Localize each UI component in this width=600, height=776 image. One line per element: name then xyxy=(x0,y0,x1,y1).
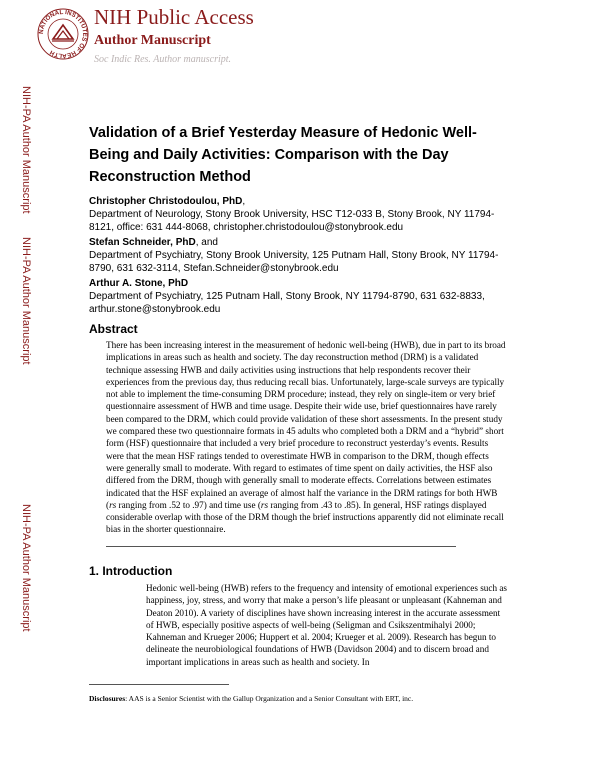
author-block xyxy=(89,277,519,316)
abstract-heading: Abstract xyxy=(89,322,138,336)
author-affiliation: Department of Neurology, Stony Brook University, HSC T12-033 B, Stony Brook, NY 11794-8121, office: 631 444-8068, christopher.christodoulou@stonybrook.edu xyxy=(89,209,495,233)
abstract-rs-2: rs xyxy=(260,499,269,510)
side-label-3: NIH-PA Author Manuscript xyxy=(20,504,32,632)
disclosure-text: : AAS is a Senior Scientist with the Gallup Organization and a Senior Consultant with ERT, inc. xyxy=(125,694,414,703)
journal-citation: Soc Indic Res. Author manuscript. xyxy=(94,54,232,65)
abstract-rs-1: rs xyxy=(109,499,117,510)
author-block xyxy=(89,236,519,275)
author-block xyxy=(89,195,519,234)
author-suffix: , xyxy=(242,196,246,207)
author-name: Arthur A. Stone, PhD xyxy=(89,278,189,289)
intro-heading: 1. Introduction xyxy=(89,564,173,578)
nih-seal-logo xyxy=(37,8,89,60)
side-label-2: NIH-PA Author Manuscript xyxy=(20,237,32,365)
svg-text:NATIONAL INSTITUTES OF HEALTH: NATIONAL INSTITUTES OF HEALTH xyxy=(37,8,89,60)
author-manuscript-label: Author Manuscript xyxy=(94,33,211,48)
author-affiliation: Department of Psychiatry, 125 Putnam Hall, Stony Brook, NY 11794-8790, 631 632-8833, arthur.stone@stonybrook.edu xyxy=(89,291,485,315)
disclosure-footnote xyxy=(89,694,509,704)
article-title: Validation of a Brief Yesterday Measure of Hedonic Well-Being and Daily Activities: Comparison with the Day Reconstruction Method xyxy=(89,125,477,185)
author-name: Stefan Schneider, PhD xyxy=(89,237,196,248)
abstract-text xyxy=(106,339,506,536)
author-suffix: , and xyxy=(195,237,218,248)
intro-paragraph: Hedonic well-being (HWB) refers to the frequency and intensity of emotional experiences such as happiness, joy, stress, and worry that make a person’s life pleasant or unpleasant (Kahneman and Deaton 2010). A variety of disciplines have shown increasing interest in the accurate assessment of HWB, especially positive aspects of well-being (Seligman and Csikszentmihalyi 2000; Kahneman and Krueger 2006; Huppert et al. 2004; Krueger et al. 2009). Research has begun to delineate the neurobiological foundations of HWB (Davidson 2004) and to discern broad and important implications in areas such as health and society. In xyxy=(146,583,507,667)
abstract-part-3: ranging from .43 to .85). In general, HSF ratings displayed considerable overlap with those of the DRM though the brief instructions apparently did not eliminate recall bias in the shorter questionnaire. xyxy=(106,499,504,535)
nih-public-access-title: NIH Public Access xyxy=(94,5,254,29)
abstract-part-1: There has been increasing interest in the measurement of hedonic well-being (HWB), due in part to its broad implications in areas such as health and society. The day reconstruction method (DRM) is a validated technique assessing HWB and daily activities using instructions that help respondents recover their experiences from the previous day, thus reducing recall bias. Unfortunately, large-scale surveys are typically not able to implement the time-consuming DRM procedure; instead, they rely on single-item or very brief questionnaire assessment of HWB and time usage. Despite their wide use, brief questionnaires have rarely been compared to the DRM, which could provide validation of these short assessments. In the present study we compared these two questionnaire formats in 45 adults who completed both a DRM and a “hybrid” short form (HSF) questionnaire that included a very brief procedure to reconstruct yesterday’s events. Results were that the mean HSF ratings tended to overestimate HWB in comparison to the DRM, though effects were generally small to moderate. With regard to estimates of time spent on daily activities, the HSF also differed from the DRM, though with generally small to moderate effects. Correlations between estimates indicated that the HSF explained an average of almost half the variance in the DRM ratings for both HWB ( xyxy=(106,340,506,510)
footnote-divider xyxy=(89,684,229,685)
abstract-divider xyxy=(106,546,456,547)
author-affiliation: Department of Psychiatry, Stony Brook University, 125 Putnam Hall, Stony Brook, NY 11794-8790, 631 632-3114, Stefan.Schneider@stonybrook.edu xyxy=(89,250,499,274)
disclosure-label: Disclosures xyxy=(89,694,126,703)
side-label-1: NIH-PA Author Manuscript xyxy=(20,86,32,214)
abstract-part-2: ranging from .52 to .97) and time use ( xyxy=(116,499,261,510)
author-name: Christopher Christodoulou, PhD xyxy=(89,196,243,207)
